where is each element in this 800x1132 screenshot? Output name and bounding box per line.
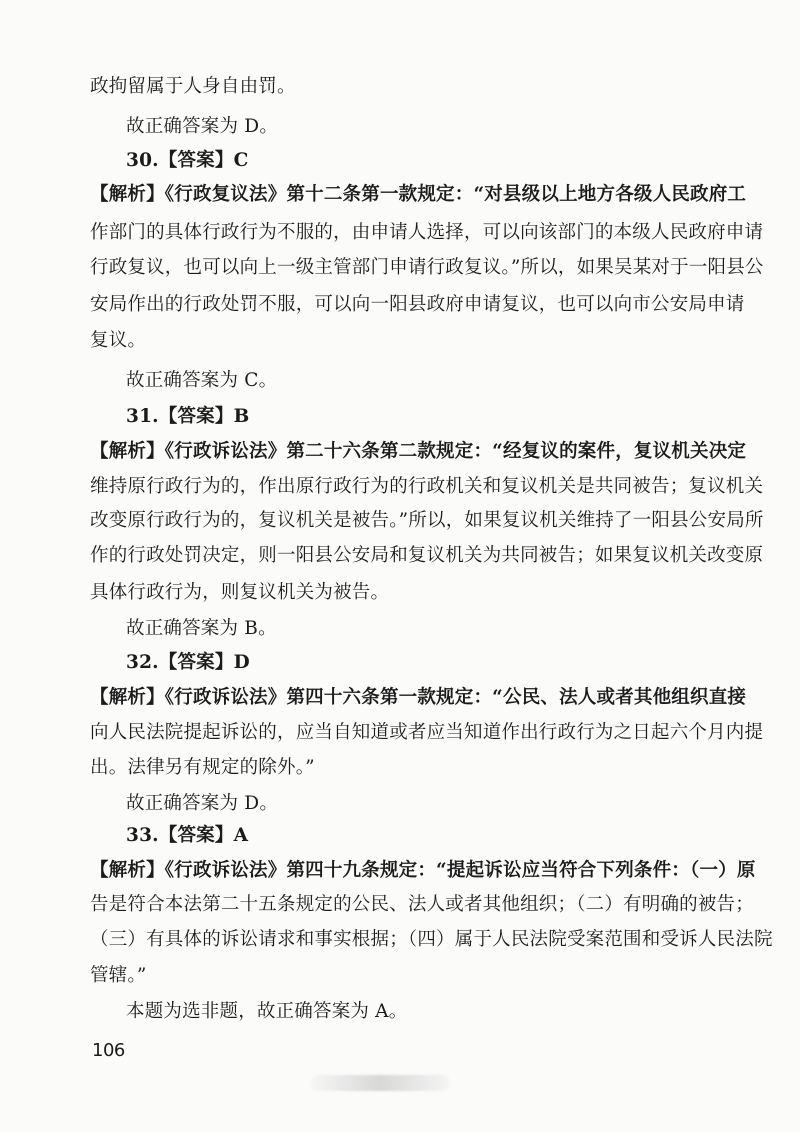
analysis-line-30-1: 【解析】《行政复议法》第十二条第一款规定：“对县级以上地方各级人民政府工 [90,184,747,205]
question-heading-31: 31.【答案】B [126,406,250,427]
analysis-line-31-3: 改变原行政行为的，复议机关是被告。”所以，如果复议机关维持了一阳县公安局所 [90,510,764,531]
answer-line-31: 故正确答案为 B。 [126,618,277,639]
page-number: 106 [92,1040,125,1061]
analysis-line-31-5: 具体行政行为，则复议机关为被告。 [90,582,390,603]
analysis-line-31-1: 【解析】《行政诉讼法》第二十六条第二款规定：“经复议的案件，复议机关决定 [90,441,747,462]
analysis-line-30-2: 作部门的具体行政行为不服的，由申请人选择，可以向该部门的本级人民政府申请 [90,222,764,243]
answer-line-29: 故正确答案为 D。 [126,116,279,137]
analysis-line-30-4: 安局作出的行政处罚不服，可以向一阳县政府申请复议，也可以向市公安局申请 [90,294,745,315]
analysis-line-32-2: 向人民法院提起诉讼的，应当自知道或者应当知道作出行政行为之日起六个月内提 [90,722,764,743]
analysis-line-33-2: 告是符合本法第二十五条规定的公民、法人或者其他组织；（二）有明确的被告； [90,894,754,915]
analysis-line-31-4: 作的行政处罚决定，则一阳县公安局和复议机关为共同被告；如果复议机关改变原 [90,545,764,566]
answer-line-32: 故正确答案为 D。 [126,793,279,814]
analysis-line-32-1: 【解析】《行政诉讼法》第四十六条第一款规定：“公民、法人或者其他组织直接 [90,687,747,708]
analysis-line-33-1: 【解析】《行政诉讼法》第四十九条规定：“提起诉讼应当符合下列条件：（一）原 [90,860,756,881]
analysis-line-32-3: 出。法律另有规定的除外。” [90,757,315,778]
question-heading-32: 32.【答案】D [126,652,250,673]
analysis-line-33-4: 管辖。” [90,965,147,986]
analysis-line-30-3: 行政复议，也可以向上一级主管部门申请行政复议。”所以，如果吴某对于一阳县公 [90,257,764,278]
answer-line-30: 故正确答案为 C。 [126,370,278,391]
analysis-line-30-5: 复议。 [90,330,147,351]
analysis-line-31-2: 维持原行政行为的，作出原行政行为的行政机关和复议机关是共同被告；复议机关 [90,476,764,497]
question-heading-33: 33.【答案】A [126,825,249,846]
question-heading-30: 30.【答案】C [126,150,249,171]
scan-smudge [310,1075,450,1091]
text-line-1: 政拘留属于人身自由罚。 [90,76,296,97]
answer-line-33: 本题为选非题，故正确答案为 A。 [126,1001,408,1022]
analysis-line-33-3: （三）有具体的诉讼请求和事实根据；（四）属于人民法院受案范围和受诉人民法院 [90,929,773,950]
